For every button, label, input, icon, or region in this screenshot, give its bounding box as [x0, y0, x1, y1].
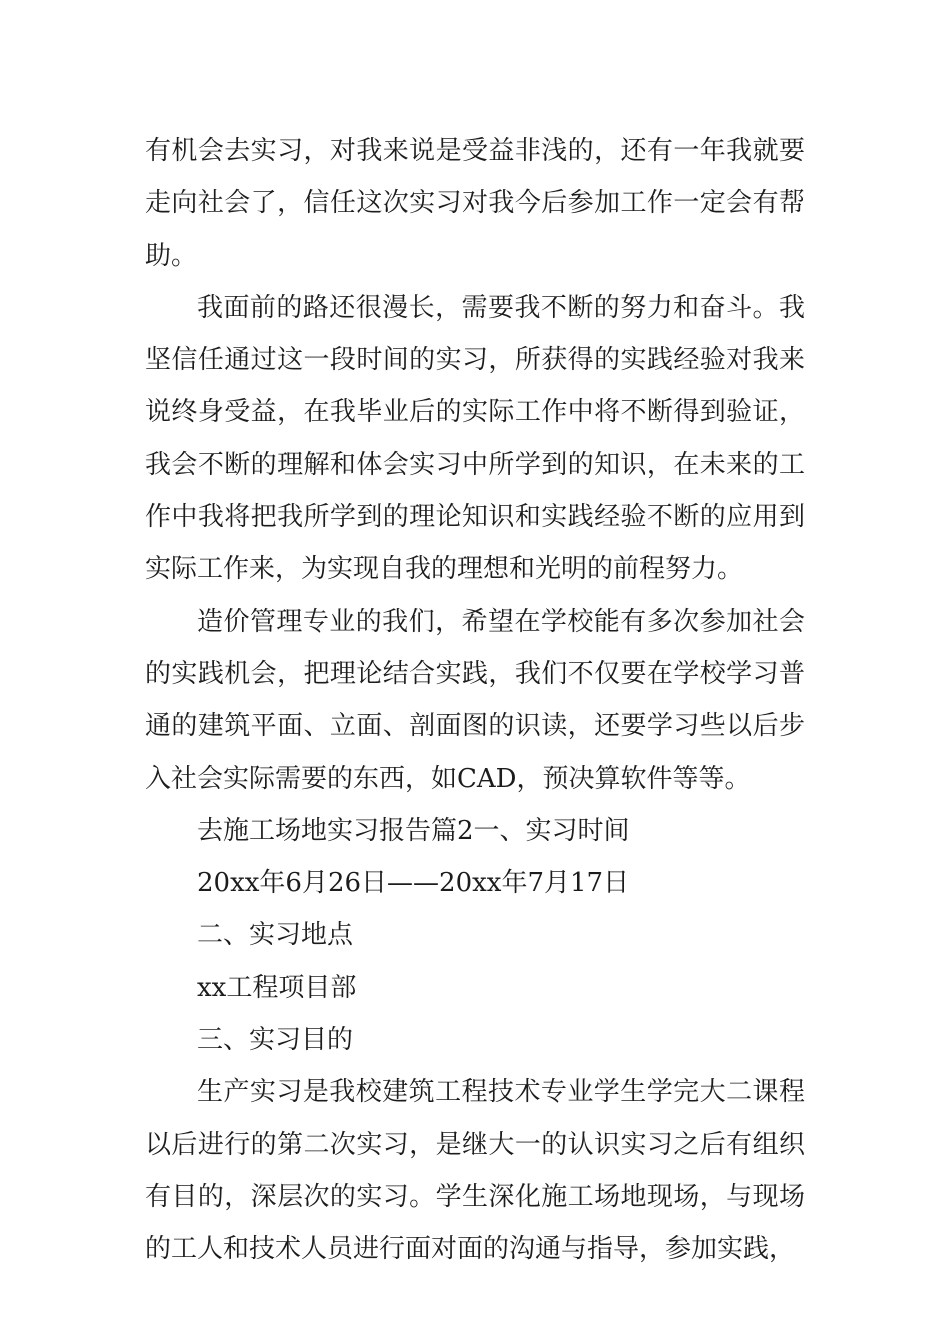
paragraph-1: 有机会去实习，对我来说是受益非浅的，还有一年我就要走向社会了，信任这次实习对我今后参加工作一定会有帮助。 — [145, 136, 805, 271]
paragraph-3: 造价管理专业的我们，希望在学校能有多次参加社会的实践机会，把理论结合实践，我们不仅要在学校学习普通的建筑平面、立面、剖面图的识读，还要学习些以后步入社会实际需要的东西，如CAD，预决算软件等等。 — [145, 606, 805, 794]
paragraph-purpose: 生产实习是我校建筑工程技术专业学生学完大二课程以后进行的第二次实习，是继大一的认识实习之后有组织有目的，深层次的实习。学生深化施工场地现场，与现场的工人和技术人员进行面对面的沟通与指导，参加实践， — [145, 1077, 805, 1265]
internship-location: xx工程项目部 — [197, 972, 357, 1003]
section-heading-location: 二、实习地点 — [197, 920, 354, 951]
report-heading: 去施工场地实习报告篇2一、实习时间 — [197, 815, 630, 846]
document-body — [145, 125, 805, 1276]
internship-dates: 20xx年6月26日——20xx年7月17日 — [197, 868, 630, 899]
section-heading-purpose: 三、实习目的 — [197, 1025, 354, 1056]
paragraph-2: 我面前的路还很漫长，需要我不断的努力和奋斗。我坚信任通过这一段时间的实习，所获得的实践经验对我来说终身受益，在我毕业后的实际工作中将不断得到验证，我会不断的理解和体会实习中所学到的知识，在未来的工作中我将把我所学到的理论知识和实践经验不断的应用到实际工作来，为实现自我的理想和光明的前程努力。 — [145, 292, 805, 585]
